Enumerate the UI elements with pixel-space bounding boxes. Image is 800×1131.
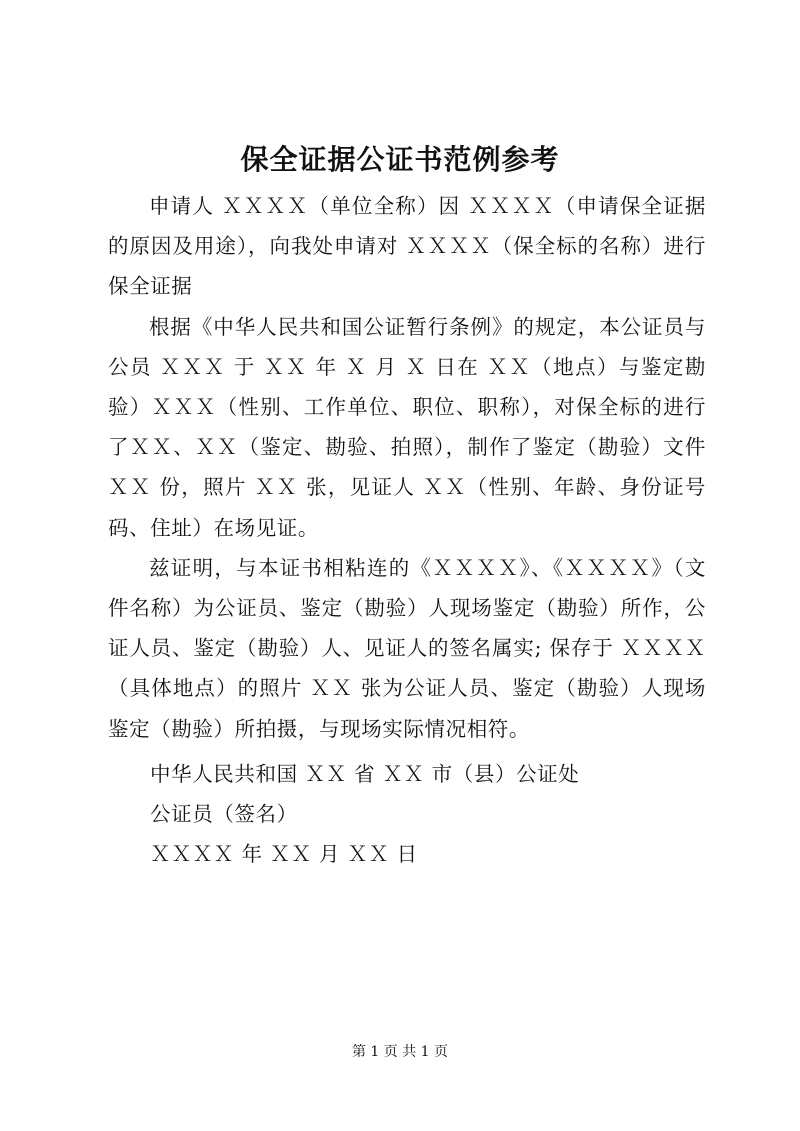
paragraph-application: 申请人 ＸＸＸＸ（单位全称）因 ＸＸＸＸ（申请保全证据的原因及用途），向我处申请对 ＸＸＸＸ（保全标的名称）进行保全证据 — [108, 194, 706, 299]
paragraph-basis: 根据《中华人民共和国公证暂行条例》的规定，本公证员与公员 ＸＸＸ 于 ＸＸ 年 Ｘ 月 Ｘ 日在 ＸＸ（地点）与鉴定勘验）ＸＸＸ（性别、工作单位、职位、职称），对保全标的进行了ＸＸ、ＸＸ（鉴定、勘验、拍照），制作了鉴定（勘验）文件 ＸＸ 份，照片 ＸＸ 张，见证人 ＸＸ（性别、年龄、身份证号码、住址）在场见证。 — [108, 314, 706, 540]
document-title: 保全证据公证书范例参考 — [240, 143, 560, 176]
document-body — [108, 186, 706, 749]
paragraph-certification: 兹证明，与本证书相粘连的《ＸＸＸＸ》、《ＸＸＸＸ》（文件名称）为公证员、鉴定（勘验）人现场鉴定（勘验）所作，公证人员、鉴定（勘验）人、见证人的签名属实; 保存于 ＸＸＸＸ（具体地点）的照片 ＸＸ 张为公证人员、鉴定（勘验）人现场鉴定（勘验）所拍摄，与现场实际情况相符。 — [108, 555, 706, 741]
signoff-block — [150, 754, 710, 875]
signoff-date: ＸＸＸＸ 年 ＸＸ 月 ＸＸ 日 — [150, 842, 418, 867]
notary-office: 中华人民共和国 ＸＸ 省 ＸＸ 市（县）公证处 — [150, 762, 580, 786]
notary-signature: 公证员（签名） — [150, 802, 298, 827]
page-footer: 第 1 页 共 1 页 — [351, 1044, 449, 1060]
